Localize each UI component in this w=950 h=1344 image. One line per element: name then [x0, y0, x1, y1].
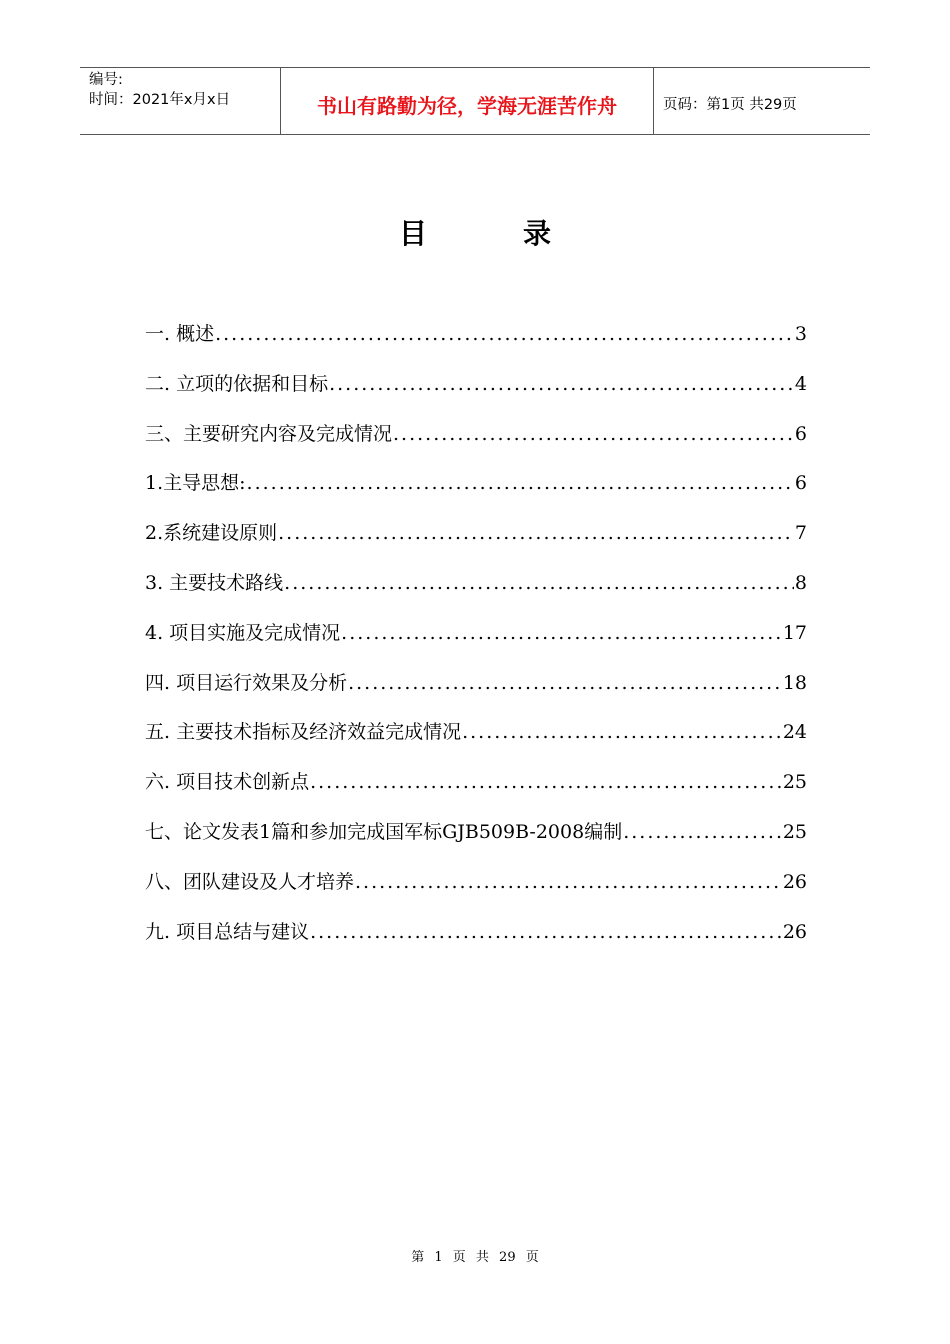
toc-entry-page: 25: [782, 820, 807, 843]
toc-leader-dots: [341, 615, 782, 651]
toc-entry-page: 6: [794, 472, 807, 495]
toc-leader-dots: [348, 665, 782, 701]
toc-entry-page: 26: [782, 870, 807, 893]
toc-entry-label: 八、团队建设及人才培养: [145, 870, 355, 893]
toc-entry[interactable]: [145, 366, 807, 416]
toc-entry-page: 7: [794, 522, 807, 545]
header-motto: 书山有路勤为径，学海无涯苦作舟: [281, 68, 654, 134]
toc-entry-page: 17: [782, 621, 807, 644]
toc-entry[interactable]: [145, 914, 807, 964]
toc-entry-label: 2.系统建设原则: [145, 522, 278, 545]
toc-entry-label: 二. 立项的依据和目标: [145, 372, 329, 395]
toc-entry-page: 3: [794, 323, 807, 345]
toc-entry-page: 8: [794, 571, 807, 594]
toc-entry[interactable]: [145, 465, 807, 515]
toc-entry[interactable]: [145, 565, 807, 615]
toc-leader-dots: [462, 714, 782, 750]
toc-entry-label: 4. 项目实施及完成情况: [145, 621, 341, 644]
toc-entry[interactable]: [145, 416, 807, 466]
toc-entry-label: 一. 概述: [145, 323, 215, 345]
header-page-info: 页码：第1页 共29页: [663, 96, 797, 113]
toc-title: 目录: [398, 217, 647, 250]
toc-leader-dots: [215, 316, 794, 352]
toc-entry[interactable]: [145, 316, 807, 366]
document-number-label: 编号:: [89, 72, 123, 88]
page-header: [80, 67, 870, 135]
toc-leader-dots: [310, 764, 782, 800]
toc-entry-label: 3. 主要技术路线: [145, 571, 284, 594]
toc-entry-label: 七、论文发表1篇和参加完成国军标GJB509B-2008编制: [145, 820, 623, 843]
toc-entry-label: 1.主导思想:: [145, 472, 246, 495]
toc-leader-dots: [310, 914, 782, 950]
toc-leader-dots: [623, 814, 782, 850]
toc-entry-page: 6: [794, 422, 807, 445]
toc-leader-dots: [329, 366, 794, 402]
toc-entry-page: 24: [782, 721, 807, 744]
toc-entry[interactable]: [145, 764, 807, 814]
toc-entry[interactable]: [145, 615, 807, 665]
toc-entry[interactable]: [145, 515, 807, 565]
document-time: 时间：2021年x月x日: [89, 92, 231, 108]
toc-leader-dots: [278, 515, 794, 551]
toc-entry-label: 五. 主要技术指标及经济效益完成情况: [145, 721, 462, 744]
toc-entry[interactable]: [145, 665, 807, 715]
toc-entry-page: 4: [794, 372, 807, 395]
toc-entry[interactable]: [145, 814, 807, 864]
toc-entry-label: 三、主要研究内容及完成情况: [145, 422, 393, 445]
toc-entry-label: 九. 项目总结与建议: [145, 920, 310, 943]
toc-leader-dots: [355, 864, 782, 900]
toc-entry[interactable]: [145, 714, 807, 764]
toc-entry-page: 26: [782, 920, 807, 943]
table-of-contents: [145, 316, 807, 963]
toc-entry-page: 25: [782, 771, 807, 794]
page-footer: 第 1 页 共 29 页: [411, 1250, 539, 1265]
toc-leader-dots: [393, 416, 794, 452]
toc-entry-page: 18: [782, 671, 807, 694]
toc-leader-dots: [247, 465, 794, 501]
header-meta: [80, 68, 281, 134]
toc-leader-dots: [284, 565, 794, 601]
toc-entry-label: 四. 项目运行效果及分析: [145, 671, 348, 694]
toc-entry-label: 六. 项目技术创新点: [145, 771, 310, 794]
toc-entry[interactable]: [145, 864, 807, 914]
